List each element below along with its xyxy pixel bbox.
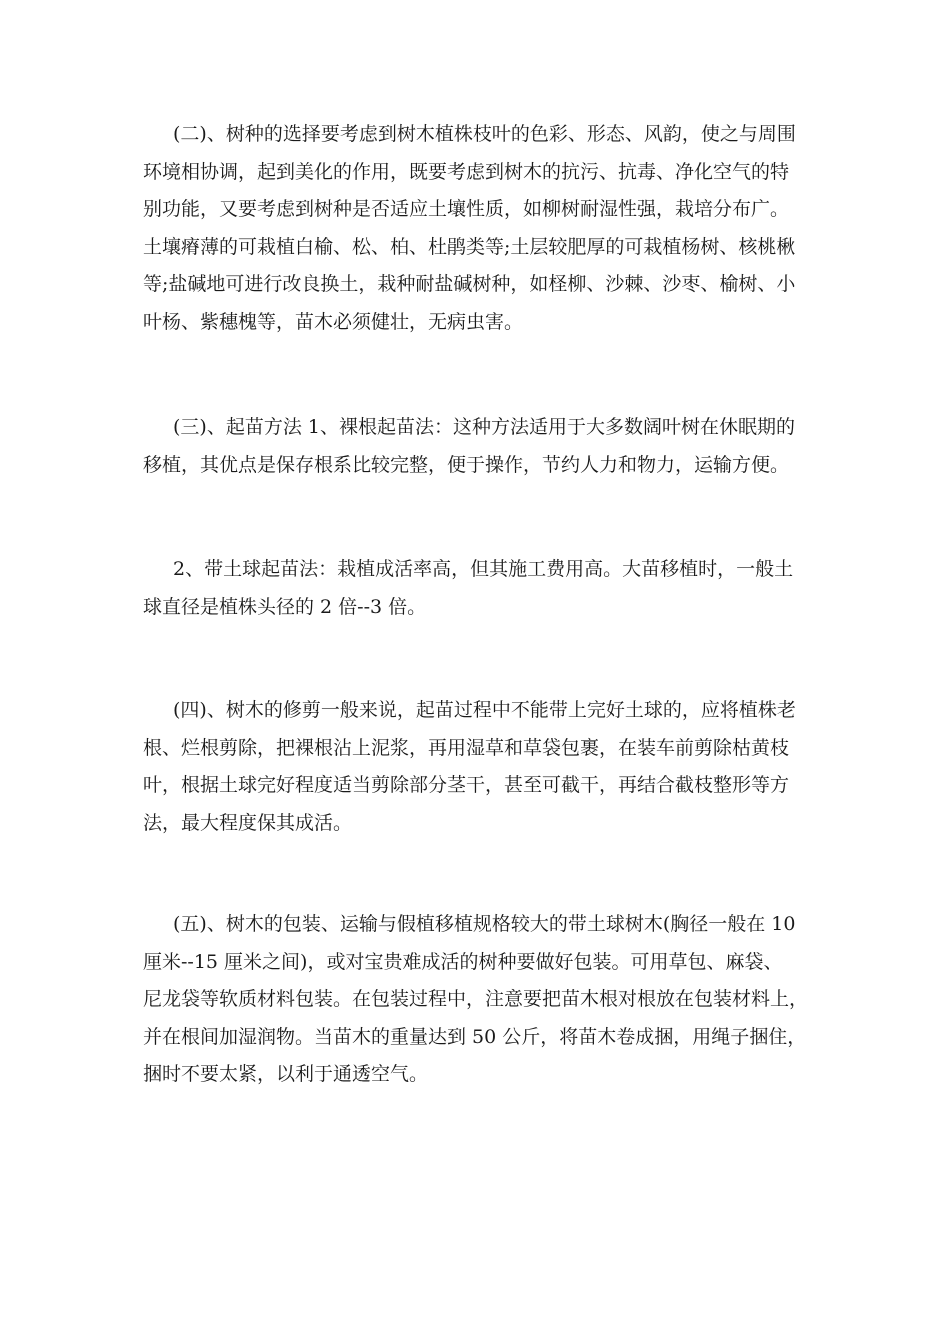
paragraph-line: 2、带土球起苗法：栽植成活率高，但其施工费用高。大苗移植时，一般土: [173, 558, 794, 580]
paragraph-line: 移植，其优点是保存根系比较完整，便于操作，节约人力和物力，运输方便。: [143, 453, 790, 476]
paragraph-section-3-method-2: [143, 551, 813, 626]
paragraph-line: 并在根间加湿润物。当苗木的重量达到 50 公斤，将苗木卷成捆，用绳子捆住，: [143, 1025, 807, 1048]
paragraph-line: 叶杨、紫穗槐等，苗木必须健壮，无病虫害。: [143, 310, 524, 333]
paragraph-line: 叶，根据土球完好程度适当剪除部分茎干，甚至可截干，再结合截枝整形等方: [143, 774, 790, 796]
paragraph-line: 根、烂根剪除，把裸根沾上泥浆，再用湿草和草袋包裹，在装车前剪除枯黄枝: [143, 736, 790, 759]
paragraph-section-3: [143, 409, 813, 484]
paragraph-line: (四)、树木的修剪一般来说，起苗过程中不能带上完好土球的，应将植株老: [173, 699, 796, 721]
paragraph-section-5: [143, 906, 813, 1094]
paragraph-line: 等;盐碱地可进行改良换土，栽种耐盐碱树种，如柽柳、沙棘、沙枣、榆树、小: [143, 273, 796, 295]
paragraph-section-2: [143, 116, 813, 341]
paragraph-line: 捆时不要太紧，以利于通透空气。: [143, 1063, 429, 1085]
paragraph-line: (五)、树木的包装、运输与假植移植规格较大的带土球树木(胸径一般在 10: [173, 913, 796, 935]
paragraph-line: 法，最大程度保其成活。: [143, 811, 353, 834]
paragraph-line: 球直径是植株头径的 2 倍--3 倍。: [143, 595, 427, 618]
paragraph-line: (三)、起苗方法 1、裸根起苗法：这种方法适用于大多数阔叶树在休眠期的: [173, 416, 795, 438]
paragraph-line: 别功能，又要考虑到树种是否适应土壤性质，如柳树耐湿性强，栽培分布广。: [143, 198, 790, 220]
paragraph-line: 尼龙袋等软质材料包装。在包装过程中，注意要把苗木根对根放在包装材料上，: [143, 988, 809, 1010]
paragraph-line: 环境相协调，起到美化的作用，既要考虑到树木的抗污、抗毒、净化空气的特: [143, 160, 790, 183]
paragraph-section-4: [143, 692, 813, 842]
paragraph-line: 厘米--15 厘米之间)，或对宝贵难成活的树种要做好包装。可用草包、麻袋、: [143, 950, 783, 973]
paragraph-line: (二)、树种的选择要考虑到树木植株枝叶的色彩、形态、风韵，使之与周围: [173, 123, 796, 145]
paragraph-line: 土壤瘠薄的可栽植白榆、松、柏、杜鹃类等;土层较肥厚的可栽植杨树、核桃楸: [143, 235, 796, 258]
